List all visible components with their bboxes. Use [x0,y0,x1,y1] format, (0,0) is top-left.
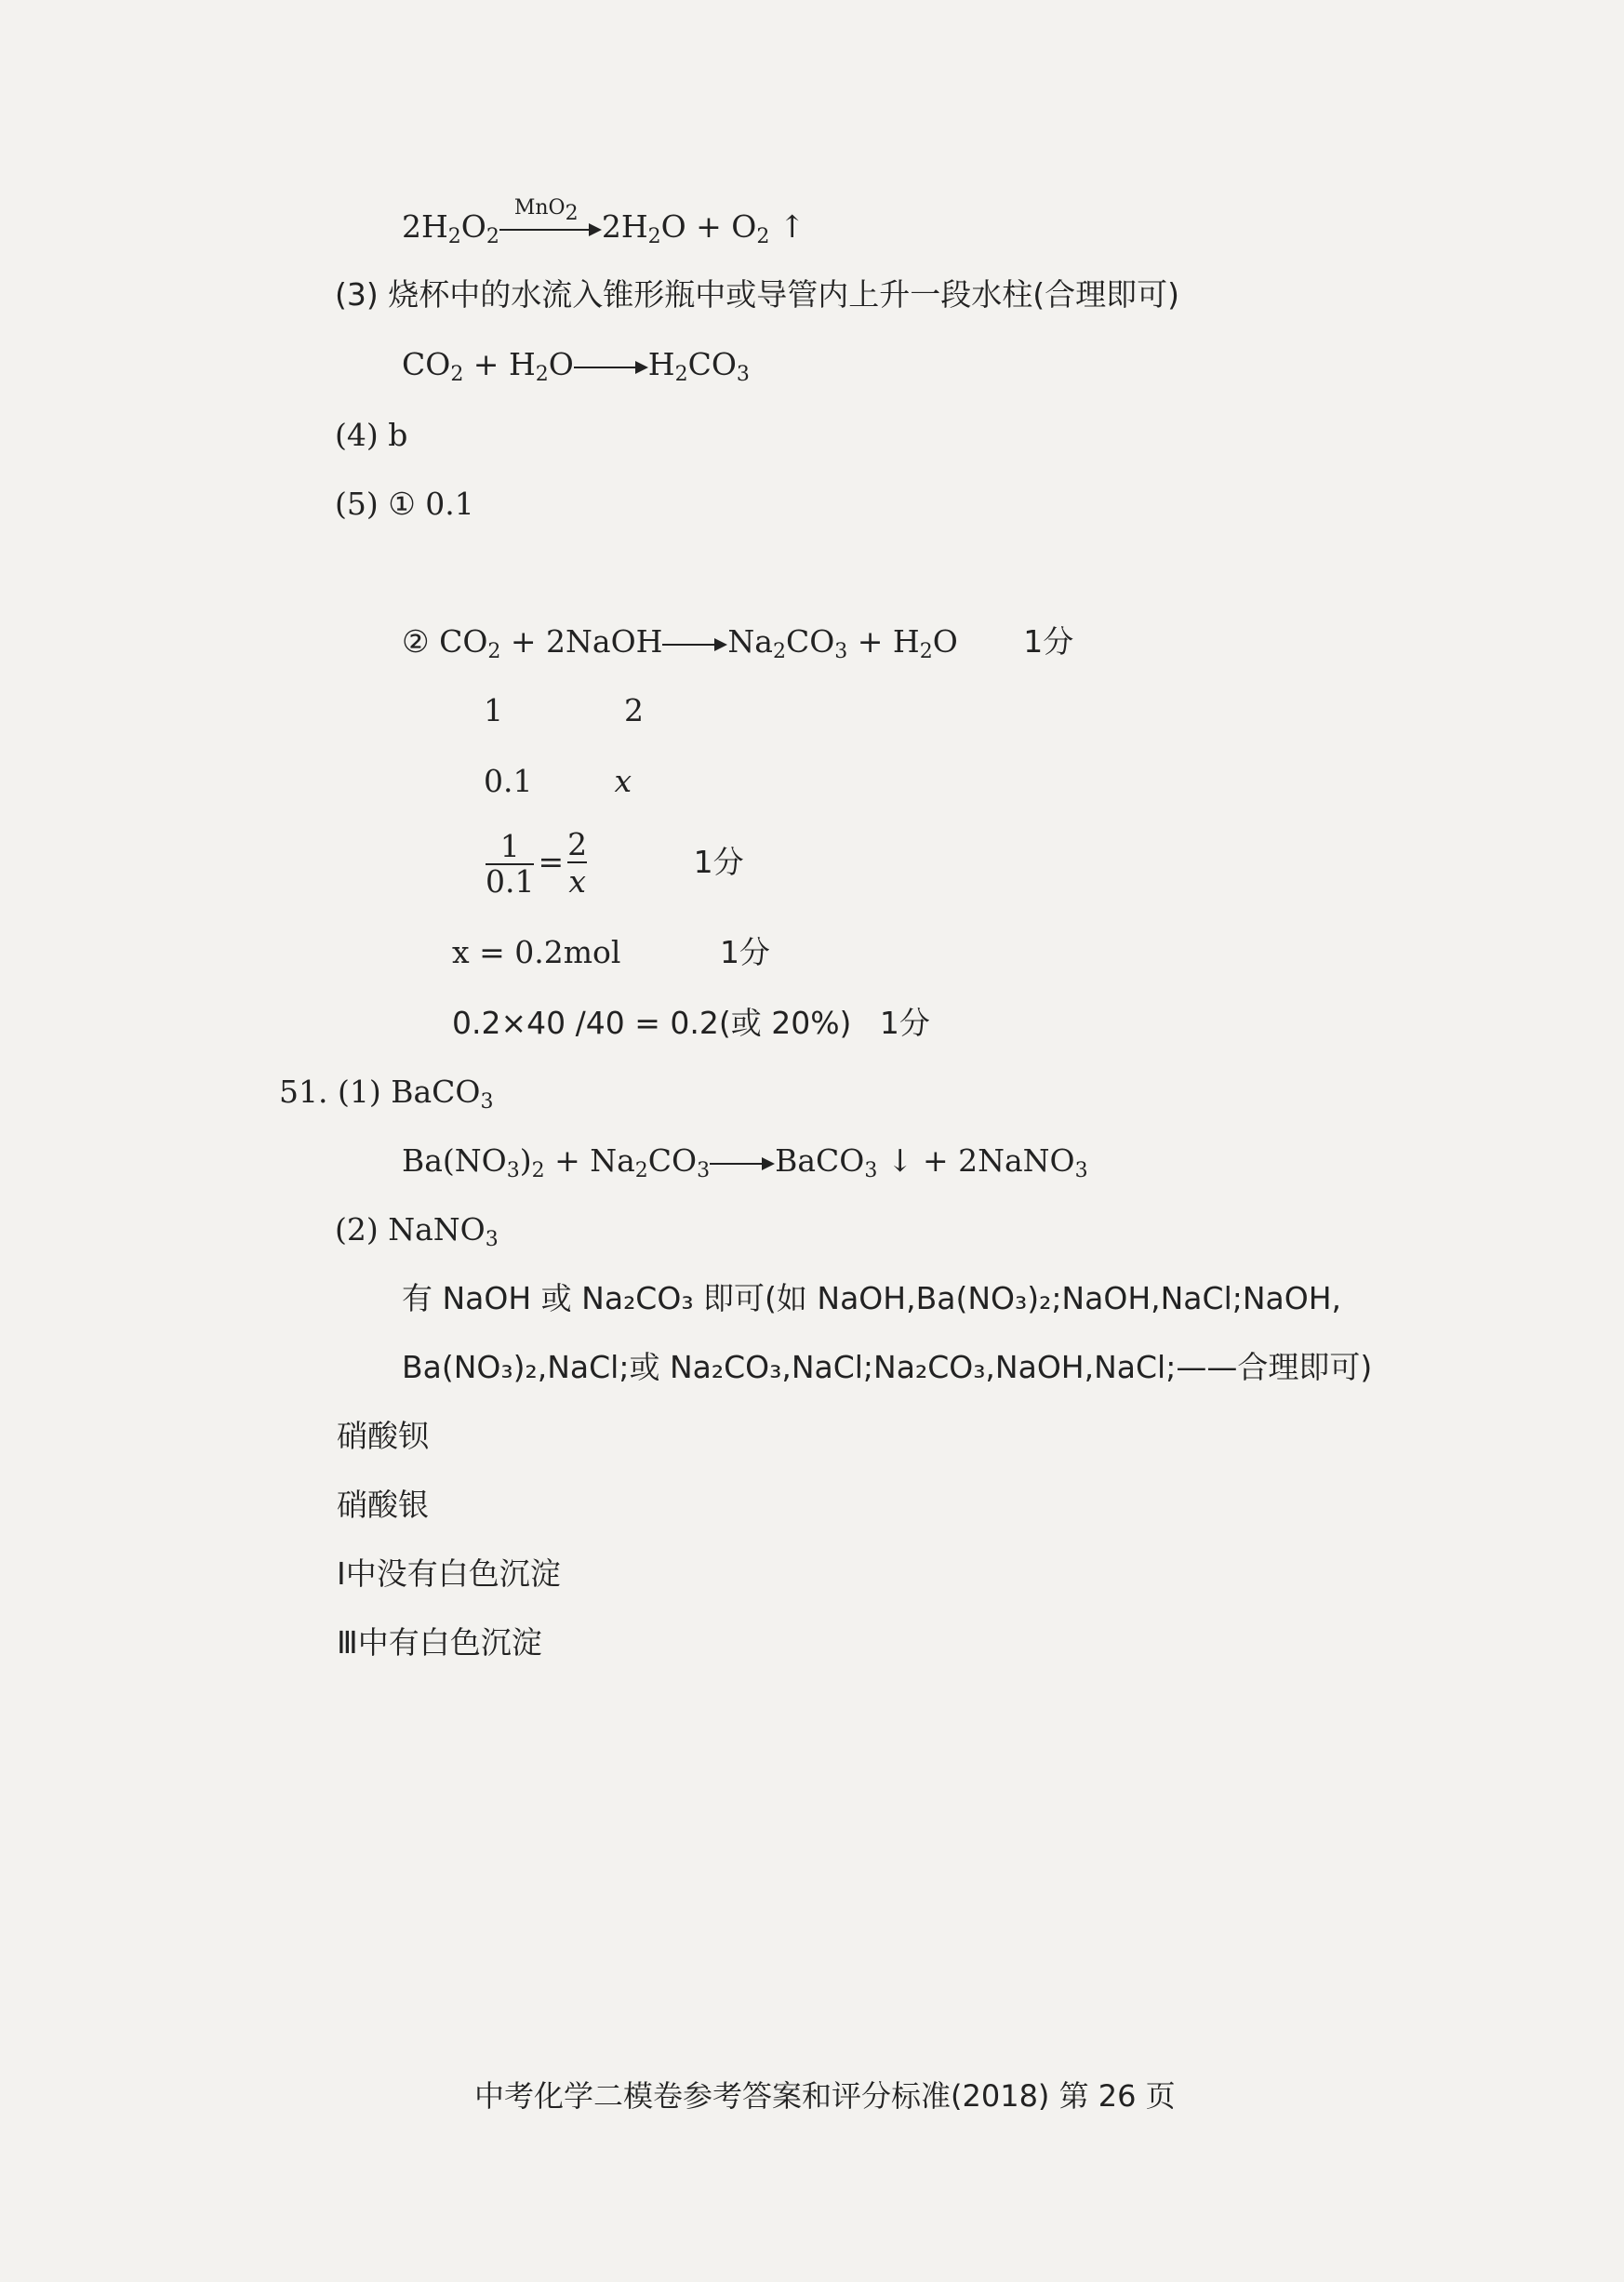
equation-bano3: $Ba(NO_3)_2 + Na_2CO_3$ BaCO$_3$ ↓ + 2NaNO$_3$ [402,1142,1088,1182]
equation-h2o2: $2H_2O_2$ MnO$_2$ $2H_2O + O_2$ ↑ [402,196,805,248]
proportion-equation: $\frac{1}{0.1}$ = $\frac{2}{x} 1$分 [486,826,744,900]
answer-precipitate: Ⅲ中有白色沉淀 [337,1624,542,1661]
answer-51-2-line1: 有 NaOH 或 Na₂CO₃ 即可(如 NaOH,Ba(NO₃)₂;NaOH,NaCl;NaOH, [402,1280,1342,1316]
reaction-arrow: MnO$_2$ [499,220,602,238]
ratio-row-2: 0.1 x [484,763,632,799]
equation-co2-naoh: ② $CO_2$ + 2NaOH $Na_2CO_3 + H_2O$ 1分 [402,623,1074,663]
score: 1分 [693,843,744,880]
score: 1分 [879,1005,930,1041]
reaction-arrow [574,357,648,376]
equation-co2-h2o: $CO_2 + H_2O$ $H_2CO_3$ [402,346,750,386]
reaction-arrow [662,634,727,653]
question-51-2: (2) NaNO$_3$ [335,1211,499,1251]
answer-silver-nitrate: 硝酸银 [337,1487,429,1523]
page-footer: 中考化学二模卷参考答案和评分标准(2018) 第 26 页 [474,2078,1176,2114]
answer-4: (4) b [335,417,408,453]
result-x: x = 0.2mol 1分 [452,934,770,970]
score: 1分 [719,934,770,970]
answer-51-2-line2: Ba(NO₃)₂,NaCl;或 Na₂CO₃,NaCl;Na₂CO₃,NaOH,NaCl;——合理即可) [402,1349,1373,1385]
result-percentage: 0.2×40 /40 = 0.2(或 20%) 1分 [452,1005,930,1041]
question-51-1: 51. (1) BaCO$_3$ [279,1074,494,1114]
answer-3: (3) 烧杯中的水流入锥形瓶中或导管内上升一段水柱(合理即可) [335,276,1179,313]
score: 1分 [1023,623,1074,660]
answer-5-1: (5) ① 0.1 [335,486,474,522]
answer-barium-nitrate: 硝酸钡 [337,1418,429,1454]
answer-no-precipitate: Ⅰ中没有白色沉淀 [337,1555,561,1592]
reaction-arrow [710,1154,775,1172]
ratio-row-1: 1 2 [484,692,644,728]
